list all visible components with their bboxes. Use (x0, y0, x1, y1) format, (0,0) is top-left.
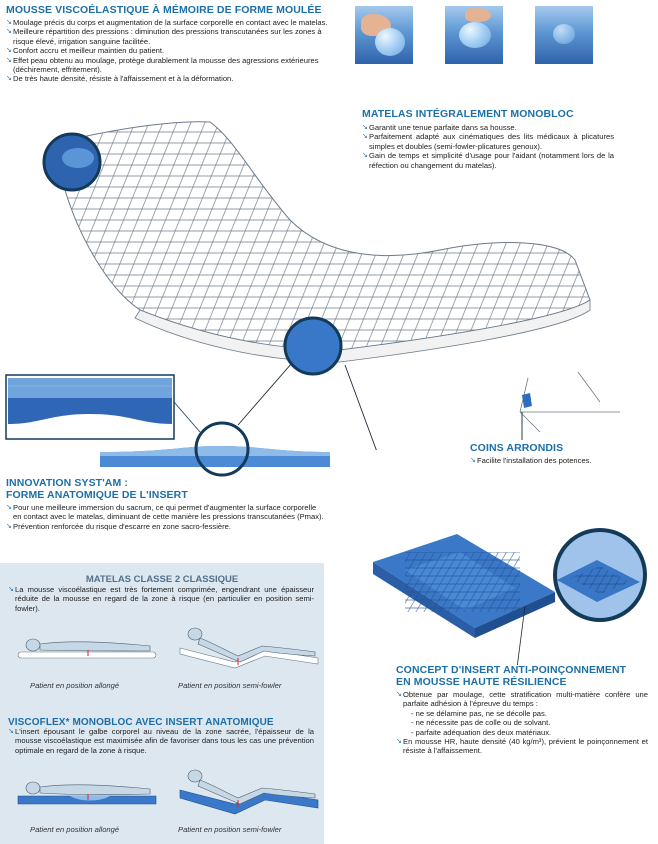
viscoelastic-title: MOUSSE VISCOÉLASTIQUE À MÉMOIRE DE FORME MOULÉE (6, 4, 322, 16)
viscoelastic-section (6, 4, 344, 84)
foam-photo-restored (535, 6, 593, 64)
innovation-title: INNOVATION SYST'AM : (6, 477, 128, 489)
viscoflex-patients-illustration (0, 762, 324, 822)
list-item: ↘ Confort accru et meilleur maintien du patient. (6, 46, 344, 55)
viscoflex-list (8, 727, 314, 755)
innovation-subtitle: FORME ANATOMIQUE DE L'INSERT (6, 489, 188, 501)
classic-patients-illustration (0, 620, 324, 680)
cutaway-illustration (365, 520, 658, 665)
viscoelastic-list (6, 18, 344, 84)
list-item: ↘ L'insert épousant le galbe corporel au niveau de la zone sacrée, l'épaisseur de la mousse viscoélastique est maximisée afin de favoriser dans tous les cas une prévention optimale en regard de la zone à risque. (8, 727, 314, 755)
viscoflex-title: VISCOFLEX* MONOBLOC AVEC INSERT ANATOMIQUE (8, 717, 274, 728)
viscoflex-caption-lying: Patient en position allongé (30, 825, 120, 834)
concept-sub-item: - ne nécessite pas de colle ou de solvant. (411, 718, 551, 728)
foam-photo-release (445, 6, 503, 64)
list-item: ↘ Moulage précis du corps et augmentation de la surface corporelle en contact avec le matelas. (6, 18, 344, 27)
innovation-section (6, 477, 324, 531)
list-item: ↘ Facilite l'installation des potences. (470, 456, 650, 465)
foam-photo-press (355, 6, 413, 64)
rounded-corners-title: COINS ARRONDIS (470, 442, 564, 454)
viscoflex-caption-semi: Patient en position semi-fowler (178, 825, 282, 834)
concept-sub-item: - ne se délamine pas, ne se décolle pas. (411, 708, 547, 718)
list-item: ↘ Pour une meilleure immersion du sacrum, ce qui permet d'augmenter la surface corporelle en contact avec le matelas, diminuant de cette manière les pressions transcutanées (Pmax). (6, 503, 324, 522)
classic-caption-lying: Patient en position allongé (30, 681, 120, 690)
concept-subtitle: EN MOUSSE HAUTE RÉSILIENCE (396, 676, 567, 688)
concept-sub-item: - parfaite adéquation des deux matériaux. (411, 727, 552, 737)
list-item: ↘ Parfaitement adapté aux cinématiques des lits médicaux à plicatures simples et doubles (semi-fowler-plicatures genoux). (362, 132, 614, 151)
classic-list (8, 585, 314, 613)
monobloc-title: MATELAS INTÉGRALEMENT MONOBLOC (362, 108, 574, 120)
list-item (396, 690, 648, 737)
list-item: ↘ En mousse HR, haute densité (40 kg/m³), prévient le poinçonnement et résiste à l'affaissement. (396, 737, 648, 756)
list-item: ↘ Meilleure répartition des pressions : diminution des pressions transcutanées sur les zones à risque élevé, irrigation sanguine facilitée. (6, 27, 344, 46)
classic-title: MATELAS CLASSE 2 CLASSIQUE (85, 574, 239, 585)
list-item: ↘ Gain de temps et simplicité d'usage pour l'aidant (notamment lors de la réfection ou changement du matelas). (362, 151, 614, 170)
list-item: ↘ De très haute densité, résiste à l'affaissement et à la déformation. (6, 74, 344, 83)
list-item: ↘ Effet peau obtenu au moulage, protège durablement la mousse des agressions extérieures (déchirement, effritement). (6, 56, 344, 75)
list-item: ↘ Garantit une tenue parfaite dans sa housse. (362, 123, 614, 132)
concept-title: CONCEPT D'INSERT ANTI-POINÇONNEMENT (396, 664, 627, 676)
insert-detail-illustration (0, 372, 345, 477)
innovation-list (6, 503, 324, 531)
list-item: ↘ La mousse viscoélastique est très fortement comprimée, engendrant une épaisseur réduite de la mousse en regard de la zone à risque (en particulier en position semi-fowler). (8, 585, 314, 613)
classic-caption-semi: Patient en position semi-fowler (178, 681, 282, 690)
list-item: ↘ Prévention renforcée du risque d'escarre en zone sacro-fessière. (6, 522, 324, 531)
rounded-corners-section (470, 442, 650, 465)
concept-section (396, 664, 648, 756)
rounded-corners-list (470, 456, 650, 465)
concept-item-text: Obtenue par moulage, cette stratification multi-matière confère une parfaite adhésion à l'épreuve du temps : (403, 690, 648, 709)
concept-list (396, 690, 648, 756)
